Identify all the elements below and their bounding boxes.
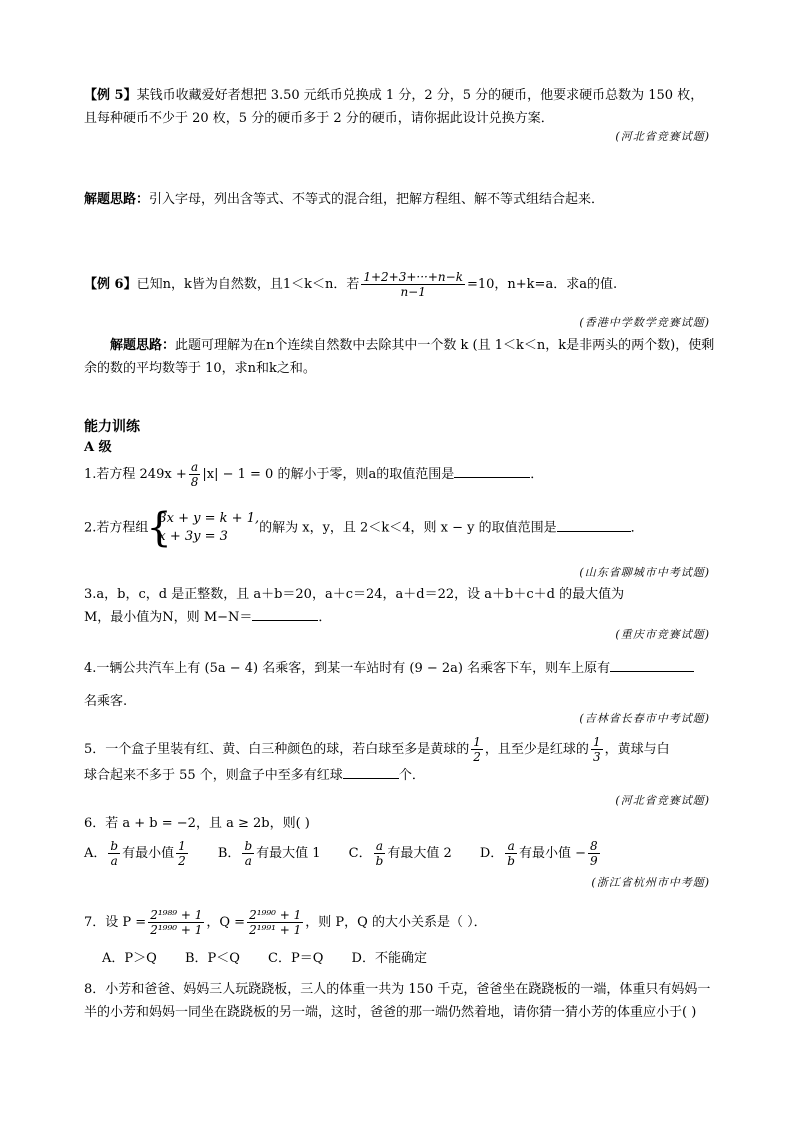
q4-answer-blank[interactable] — [610, 657, 694, 672]
q7-post: ，则 P，Q 的大小关系是（ ）． — [305, 915, 487, 930]
question-5 — [84, 735, 716, 787]
q5-line1 — [84, 735, 716, 764]
question-1 — [84, 460, 716, 489]
q1-pre: 1.若方程 249x + — [84, 467, 187, 482]
q1-frac-den: 8 — [190, 475, 199, 489]
q5-post: ，黄球与白 — [604, 742, 670, 757]
q4-line1: 4.一辆公共汽车上有 (5a − 4) 名乘客，到某一车站时有 (9 − 2a) 名乘客下车，则车上原有 — [84, 661, 611, 676]
example-6-label: 【例 6】 — [84, 277, 137, 292]
q6-option-c-frac-den: b — [375, 854, 384, 868]
q7-p-frac — [148, 908, 204, 937]
example-6-frac-num: 1+2+3+···+n−k — [363, 270, 463, 284]
q5-frac1-num: 1 — [473, 735, 481, 749]
q6-option-a-frac — [108, 839, 120, 868]
q5-answer-blank[interactable] — [343, 764, 399, 779]
q7-q-num: 2¹⁹⁹⁰ + 1 — [249, 908, 302, 922]
question-8: 8．小芳和爸爸、妈妈三人玩跷跷板，三人的体重一共为 150 千克，爸爸坐在跷跷板的一端，体重只有妈妈一半的小芳和妈妈一同坐在跷跷板的另一端，这时，爸爸的那一端仍然着地，请你猜一猜小芳的体重应小于( ) — [84, 982, 711, 1020]
q3-line2: M，最小值为N，则 M−N＝ — [84, 610, 253, 625]
q4-line2: 名乘客. — [84, 694, 128, 709]
q1-post: |x| − 1 = 0 的解小于零，则a的取值范围是 — [202, 467, 455, 482]
hint-5-text: 引入字母，列出含等式、不等式的混合组，把解方程组、解不等式组结合起来． — [149, 192, 605, 207]
example-6-fraction — [361, 270, 465, 299]
q5-source: (河北省竞赛试题) — [615, 794, 710, 807]
q6-option-a-frac-den: a — [110, 854, 118, 868]
q5-line2-wrap — [84, 764, 716, 787]
q6-option-c-text: 有最大值 2 — [387, 846, 452, 861]
q6-option-c-frac-num: a — [374, 839, 386, 854]
q7-p-den: 2¹⁹⁹⁰ + 1 — [150, 923, 203, 937]
q6-option-c-letter: C． — [348, 846, 372, 861]
q5-end: 个． — [398, 768, 425, 783]
hint-6-label: 解题思路： — [110, 338, 176, 353]
question-4 — [84, 657, 716, 713]
q6-option-d-frac-den: b — [507, 854, 515, 868]
example-5-source: (河北省竞赛试题) — [615, 130, 710, 143]
example-5-label: 【例 5】 — [84, 88, 137, 103]
section-title: 能力训练 — [84, 419, 140, 435]
q7-option-b[interactable]: B．P＜Q — [184, 951, 240, 966]
q6-option-a[interactable] — [84, 839, 190, 868]
example-5-text: 某钱币收藏爱好者想把 3.50 元纸币兑换成 1 分，2 分，5 分的硬币，他要求硬币总数为 150 枚，且每种硬币不少于 20 枚，5 分的硬币多于 2 分的硬币，请你据此设计兑换方案． — [84, 88, 704, 126]
question-6 — [84, 812, 716, 868]
q2-post: 的解为 x，y，且 2＜k＜4，则 x − y 的取值范围是 — [259, 520, 557, 536]
q5-pre: 5．一个盒子里装有红、黄、白三种颜色的球，若白球至多是黄球的 — [84, 742, 470, 757]
q7-q-frac — [247, 908, 303, 937]
q1-frac-num: a — [189, 460, 201, 475]
q7-option-a[interactable]: A．P＞Q — [102, 951, 157, 966]
q6-stem: 6．若 a + b = −2，且 a ≥ 2b，则( ) — [84, 816, 310, 831]
q5-mid: ，且至少是红球的 — [484, 742, 589, 757]
q2-eq1: { 3x + y = k + 1, — [158, 511, 260, 526]
q7-p-num: 2¹⁹⁸⁹ + 1 — [150, 908, 203, 922]
q6-source: (浙江省杭州市中考题) — [591, 876, 710, 889]
q6-option-c[interactable] — [349, 839, 452, 868]
q6-option-a-value-num: 1 — [178, 839, 186, 853]
q6-option-a-letter: A． — [84, 846, 107, 861]
q6-option-b[interactable] — [218, 839, 321, 868]
q2-eq2: x + 3y = 3 — [158, 529, 228, 544]
hint-6-text: 此题可理解为在n个连续自然数中去除其中一个数 k (且 1＜k＜n，k是非两头的两个数)，使剩余的数的平均数等于 10，求n和k之和。 — [84, 338, 715, 376]
q6-option-b-frac-den: a — [244, 854, 252, 868]
q7-option-c[interactable]: C．P＝Q — [268, 951, 324, 966]
example-6-post: =10，n+k=a．求a的值. — [466, 277, 618, 292]
example-6 — [84, 270, 716, 299]
q3-answer-blank[interactable] — [252, 606, 318, 621]
q7-q-den: 2¹⁹⁹¹ + 1 — [249, 923, 302, 937]
q7-options — [84, 947, 716, 970]
q6-option-a-frac-num: b — [110, 839, 119, 853]
q1-fraction — [189, 460, 201, 489]
q7-stem — [84, 908, 716, 937]
q6-option-d-letter: D． — [479, 846, 504, 861]
q6-option-d[interactable] — [480, 839, 602, 868]
example-6-frac-den: n−1 — [400, 285, 426, 299]
q5-frac1 — [471, 735, 483, 764]
q7-mid: ，Q = — [206, 915, 246, 930]
hint-5 — [84, 188, 716, 211]
q3-end: ． — [318, 610, 332, 625]
question-3 — [84, 583, 716, 629]
q5-line2: 球合起来不多于 55 个，则盒子中至多有红球 — [84, 768, 343, 783]
q6-option-d-value — [588, 839, 600, 868]
q6-option-a-value-den: 2 — [178, 854, 186, 868]
level-label: A 级 — [84, 440, 112, 455]
q6-option-d-value-num: 8 — [590, 839, 598, 853]
q6-option-b-frac — [242, 839, 254, 868]
hint-6 — [84, 334, 716, 380]
example-5 — [84, 84, 716, 130]
q4-source: (吉林省长春市中考试题) — [579, 712, 710, 725]
hint-5-label: 解题思路： — [84, 192, 150, 207]
example-6-source: (香港中学数学竞赛试题) — [579, 316, 710, 329]
q3-line1: 3.a，b，c，d 是正整数，且 a＋b＝20，a＋c＝24，a＋d＝22，设 a＋b＋c＋d 的最大值为 — [84, 587, 625, 602]
q1-end: ． — [530, 467, 544, 482]
q2-end: ． — [630, 520, 644, 536]
q1-answer-blank[interactable] — [454, 463, 530, 478]
q5-frac2-num: 1 — [592, 735, 601, 749]
q3-source: (重庆市竞赛试题) — [615, 628, 710, 641]
q2-answer-blank[interactable] — [557, 517, 631, 532]
q6-option-b-frac-num: b — [244, 839, 253, 853]
example-6-pre: 已知n，k皆为自然数，且1＜k＜n．若 — [136, 277, 360, 292]
q6-option-c-frac — [374, 839, 386, 868]
question-2 — [84, 510, 716, 546]
q6-option-a-value — [176, 839, 188, 868]
q2-equation-system — [148, 510, 259, 546]
q6-option-d-frac-num: a — [505, 839, 517, 854]
q5-frac2 — [591, 735, 603, 764]
question-7 — [84, 908, 716, 970]
q2-pre: 2.若方程组 — [84, 520, 149, 536]
q6-option-d-frac — [505, 839, 517, 868]
q5-frac1-den: 2 — [473, 750, 481, 764]
q6-option-a-text: 有最小值 — [122, 846, 175, 861]
q6-options — [84, 839, 716, 868]
q4-line1-wrap — [84, 657, 716, 680]
q2-source: (山东省聊城市中考试题) — [579, 566, 710, 579]
q5-frac2-den: 3 — [592, 750, 601, 764]
q6-option-d-value-den: 9 — [590, 854, 598, 868]
q6-option-b-text: 有最大值 1 — [256, 846, 321, 861]
q7-option-d[interactable]: D．不能确定 — [351, 951, 427, 966]
q6-option-d-text: 有最小值 − — [518, 846, 587, 861]
q7-pre: 7．设 P = — [84, 915, 147, 930]
q6-option-b-letter: B． — [217, 846, 241, 861]
